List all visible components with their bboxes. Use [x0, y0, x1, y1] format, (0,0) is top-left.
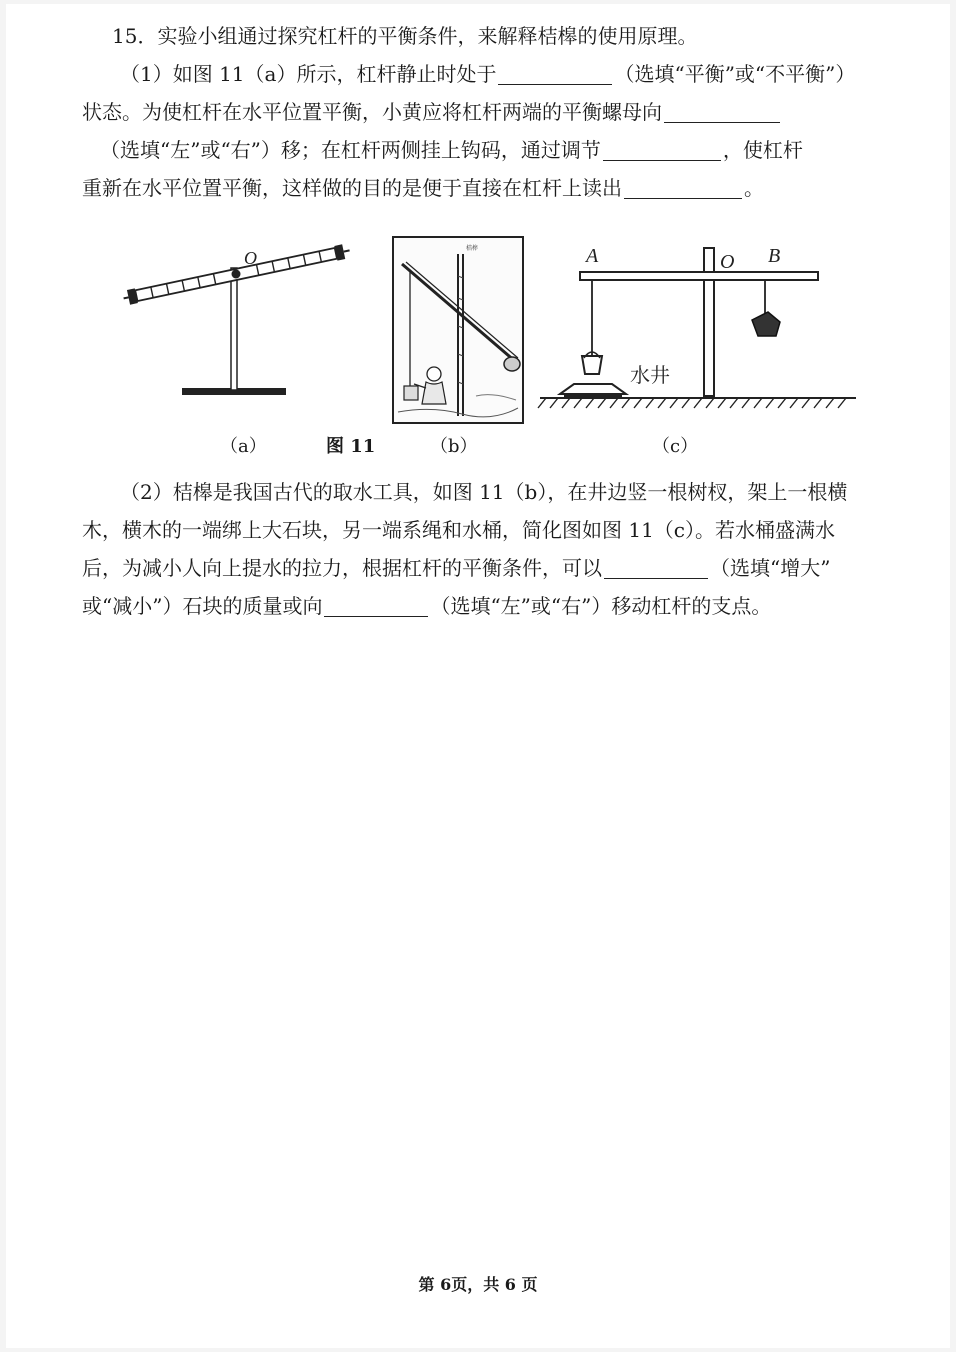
exam-page: [6, 4, 950, 1348]
lever-post: [231, 268, 237, 390]
point-o-label: O: [720, 251, 735, 273]
part1-line2: [82, 98, 882, 126]
question-title: 15．实验小组通过探究杠杆的平衡条件，来解释桔槔的使用原理。: [112, 24, 698, 48]
part2-line3: [82, 554, 882, 582]
bucket: [404, 386, 418, 400]
lever-pivot-point: [232, 270, 241, 279]
answer-blank-4[interactable]: [624, 176, 742, 199]
part1-line4: [82, 174, 882, 202]
stone: [504, 357, 520, 371]
support-post: [704, 248, 714, 396]
figure-a-lever: [120, 238, 360, 408]
part1-line3-text-b: ，使杠杆: [722, 138, 803, 162]
figure-b-illustration: [392, 236, 524, 424]
label-a: （a）: [220, 436, 267, 457]
part2-line1: （2）桔槔是我国古代的取水工具，如图 11（b），在井边竖一根树杈，架上一根横: [120, 480, 848, 504]
figure-caption: 图 11: [326, 436, 376, 457]
part2-line4-text-a: 或“减小”）石块的质量或向: [82, 594, 323, 618]
point-a-label: A: [586, 245, 599, 267]
answer-blank-3[interactable]: [603, 138, 721, 161]
illustration-tiny-caption: 桔槔: [466, 245, 479, 252]
part1-line2-text: 状态。为使杠杆在水平位置平衡，小黄应将杠杆两端的平衡螺母向: [82, 100, 662, 124]
part1-line3: [100, 136, 900, 164]
page-footer: 第 6页，共 6 页: [418, 1275, 538, 1294]
horizontal-beam: [580, 272, 818, 280]
part2-line3-text-b: （选填“增大”: [710, 556, 831, 580]
answer-blank-6[interactable]: [324, 594, 428, 617]
figure-c-diagram: [536, 238, 862, 412]
part1-line1-text-b: （选填“平衡”或“不平衡”）: [614, 62, 856, 86]
part1-line1: [120, 60, 920, 88]
point-b-label: B: [768, 245, 781, 267]
part2-line4-text-b: （选填“左”或“右”）移动杠杆的支点。: [430, 594, 772, 618]
part1-line1-text-a: （1）如图 11（a）所示，杠杆静止时处于: [120, 62, 497, 86]
well-label: 水井: [630, 363, 670, 387]
part2-line3-text-a: 后，为减小人向上提水的拉力，根据杠杆的平衡条件，可以: [82, 556, 602, 580]
part1-line4-text-b: 。: [744, 176, 764, 200]
answer-blank-2[interactable]: [664, 100, 780, 123]
water-bucket: [582, 356, 602, 374]
person: [427, 367, 441, 381]
answer-blank-1[interactable]: [498, 62, 612, 85]
part2-line2: 木，横木的一端绑上大石块，另一端系绳和水桶，简化图如图 11（c）。若水桶盛满水: [82, 518, 836, 542]
answer-blank-5[interactable]: [604, 556, 708, 579]
part1-line3-text-a: （选填“左”或“右”）移；在杠杆两侧挂上钩码，通过调节: [100, 138, 601, 162]
fig-a-pivot-label: O: [244, 248, 257, 268]
stone-block: [752, 312, 780, 336]
label-b: （b）: [430, 436, 478, 457]
well-mound: [560, 384, 626, 394]
label-c: （c）: [652, 436, 699, 457]
part1-line4-text-a: 重新在水平位置平衡，这样做的目的是便于直接在杠杆上读出: [82, 176, 622, 200]
ground-hatch: [538, 398, 846, 408]
part2-line4: [82, 592, 882, 620]
